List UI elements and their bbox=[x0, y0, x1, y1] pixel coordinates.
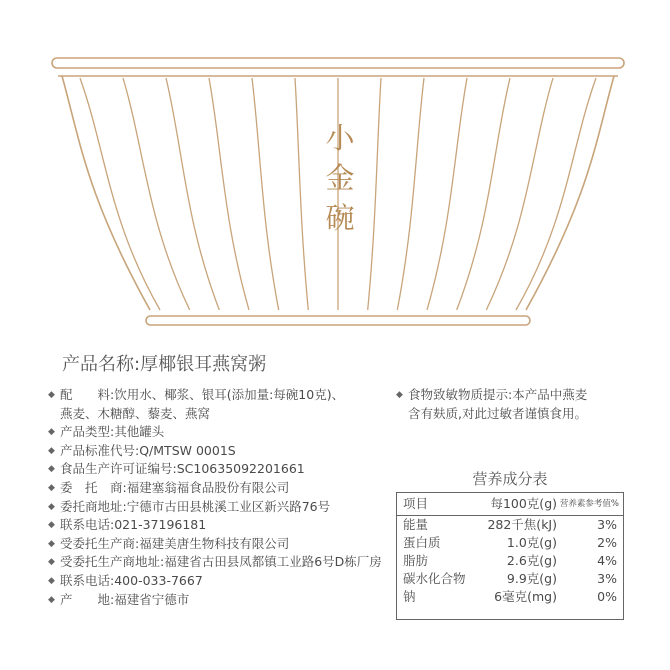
product-name: 产品名称:厚椰银耳燕窝粥 bbox=[62, 354, 267, 375]
info-row-ingredients bbox=[48, 386, 384, 405]
nutrition-row bbox=[397, 552, 623, 570]
info-row-license bbox=[48, 460, 384, 479]
nutrient-name: 脂肪 bbox=[403, 553, 429, 568]
nutrient-amount: 282千焦(kJ) bbox=[487, 517, 557, 532]
info-label: 产 地: bbox=[60, 591, 115, 607]
bullet-icon: ◆ bbox=[48, 427, 55, 438]
nutrition-title: 营养成分表 bbox=[472, 470, 548, 488]
info-value: Q/MTSW 0001S bbox=[139, 442, 236, 458]
nutrition-row bbox=[397, 516, 623, 534]
bowl-flute-line bbox=[123, 78, 190, 310]
info-label: 受委托生产商地址: bbox=[60, 554, 165, 570]
brand-char: 小 bbox=[325, 121, 355, 155]
info-value: 燕麦、木糖醇、藜麦、燕窝 bbox=[60, 405, 211, 421]
allergy-line bbox=[396, 405, 636, 424]
info-value: 福建塞翁福食品股份有限公司 bbox=[126, 479, 290, 495]
brand-char: 金 bbox=[325, 161, 355, 195]
nutrient-amount: 9.9克(g) bbox=[506, 571, 557, 586]
nutrition-header-nrv: 营养素参考值% bbox=[559, 499, 619, 509]
info-value: 其他罐头 bbox=[114, 424, 165, 440]
bullet-icon: ◆ bbox=[396, 390, 403, 400]
nutrition-row bbox=[397, 570, 623, 588]
nutrient-name: 蛋白质 bbox=[403, 535, 441, 550]
info-row-manufacturer bbox=[48, 535, 384, 554]
nutrition-table bbox=[396, 492, 624, 620]
allergy-text: 含有麸质,对此过敏者谨慎食用。 bbox=[408, 405, 587, 421]
info-value: SC10635092201661 bbox=[176, 461, 305, 477]
info-value: 福建美唐生物科技有限公司 bbox=[139, 535, 290, 551]
nutrition-row bbox=[397, 588, 623, 606]
bullet-icon: ◆ bbox=[48, 482, 55, 493]
bowl-flute-line bbox=[209, 78, 249, 310]
bullet-icon: ◆ bbox=[48, 575, 55, 586]
nutrient-nrv: 2% bbox=[597, 535, 617, 550]
bullet-icon: ◆ bbox=[48, 538, 55, 549]
bowl-flute-line bbox=[486, 78, 553, 310]
brand-char: 碗 bbox=[325, 201, 355, 235]
info-label: 产品标准代号: bbox=[60, 442, 140, 458]
bowl-flute-line bbox=[397, 78, 424, 310]
allergy-text: 食物致敏物质提示:本产品中燕麦 bbox=[408, 387, 588, 402]
bullet-icon: ◆ bbox=[48, 445, 55, 456]
bullet-icon: ◆ bbox=[48, 594, 55, 605]
info-value: 400-033-7667 bbox=[114, 572, 203, 588]
allergy-notice bbox=[396, 386, 636, 423]
info-value: 宁德市古田县桃溪工业区新兴路76号 bbox=[126, 498, 331, 514]
nutrient-name: 能量 bbox=[403, 517, 429, 532]
info-label: 受委托生产商: bbox=[60, 535, 140, 551]
info-value: 021-37196181 bbox=[114, 517, 207, 533]
nutrient-name: 碳水化合物 bbox=[403, 571, 466, 586]
info-row-origin bbox=[48, 591, 384, 610]
info-row-client bbox=[48, 479, 384, 498]
info-row-ingredients-cont bbox=[48, 405, 384, 424]
bowl-flute-line bbox=[427, 78, 467, 310]
info-row-client-address bbox=[48, 498, 384, 517]
info-value: 饮用水、椰浆、银耳(添加量:每碗10克)、 bbox=[114, 387, 345, 402]
bowl-flute-line bbox=[368, 78, 381, 310]
info-value: 福建省宁德市 bbox=[114, 591, 190, 607]
nutrient-nrv: 4% bbox=[597, 553, 617, 568]
info-label: 委托商地址: bbox=[60, 498, 127, 514]
info-value: 福建省古田县凤都镇工业路6号D栋厂房 bbox=[164, 554, 382, 570]
bowl-flute-line bbox=[295, 78, 308, 310]
nutrient-amount: 2.6克(g) bbox=[506, 553, 557, 568]
info-label: 委 托 商: bbox=[60, 479, 127, 495]
brand-title bbox=[322, 118, 358, 238]
info-label: 配 料: bbox=[60, 387, 115, 402]
nutrient-amount: 1.0克(g) bbox=[506, 535, 557, 550]
nutrition-header-item: 项目 bbox=[403, 496, 429, 511]
bullet-icon: ◆ bbox=[48, 501, 55, 512]
bullet-icon: ◆ bbox=[48, 464, 55, 475]
info-label: 食品生产许可证编号: bbox=[60, 461, 177, 477]
bullet-icon: ◆ bbox=[48, 520, 55, 531]
info-label: 联系电话: bbox=[60, 572, 115, 588]
nutrient-nrv: 0% bbox=[597, 589, 617, 604]
product-info-list bbox=[48, 386, 384, 609]
nutrient-nrv: 3% bbox=[597, 517, 617, 532]
nutrition-header-per100g: 每100克(g) bbox=[490, 496, 557, 511]
info-row-phone-2 bbox=[48, 572, 384, 591]
nutrient-amount: 6毫克(mg) bbox=[494, 589, 557, 604]
bullet-icon: ◆ bbox=[48, 390, 55, 400]
allergy-line bbox=[396, 386, 636, 405]
bowl-flute-line bbox=[516, 78, 596, 310]
bowl-flute-line bbox=[80, 78, 160, 310]
info-row-phone bbox=[48, 516, 384, 535]
nutrient-name: 钠 bbox=[403, 589, 416, 604]
info-row-standard bbox=[48, 442, 384, 461]
info-row-manufacturer-address bbox=[48, 553, 384, 572]
nutrition-header-row bbox=[397, 493, 623, 516]
bowl-flute-line bbox=[252, 78, 279, 310]
nutrient-nrv: 3% bbox=[597, 571, 617, 586]
info-label: 产品类型: bbox=[60, 424, 115, 440]
nutrition-row bbox=[397, 534, 623, 552]
bullet-icon: ◆ bbox=[48, 557, 55, 568]
info-label: 联系电话: bbox=[60, 517, 115, 533]
info-row-type bbox=[48, 423, 384, 442]
